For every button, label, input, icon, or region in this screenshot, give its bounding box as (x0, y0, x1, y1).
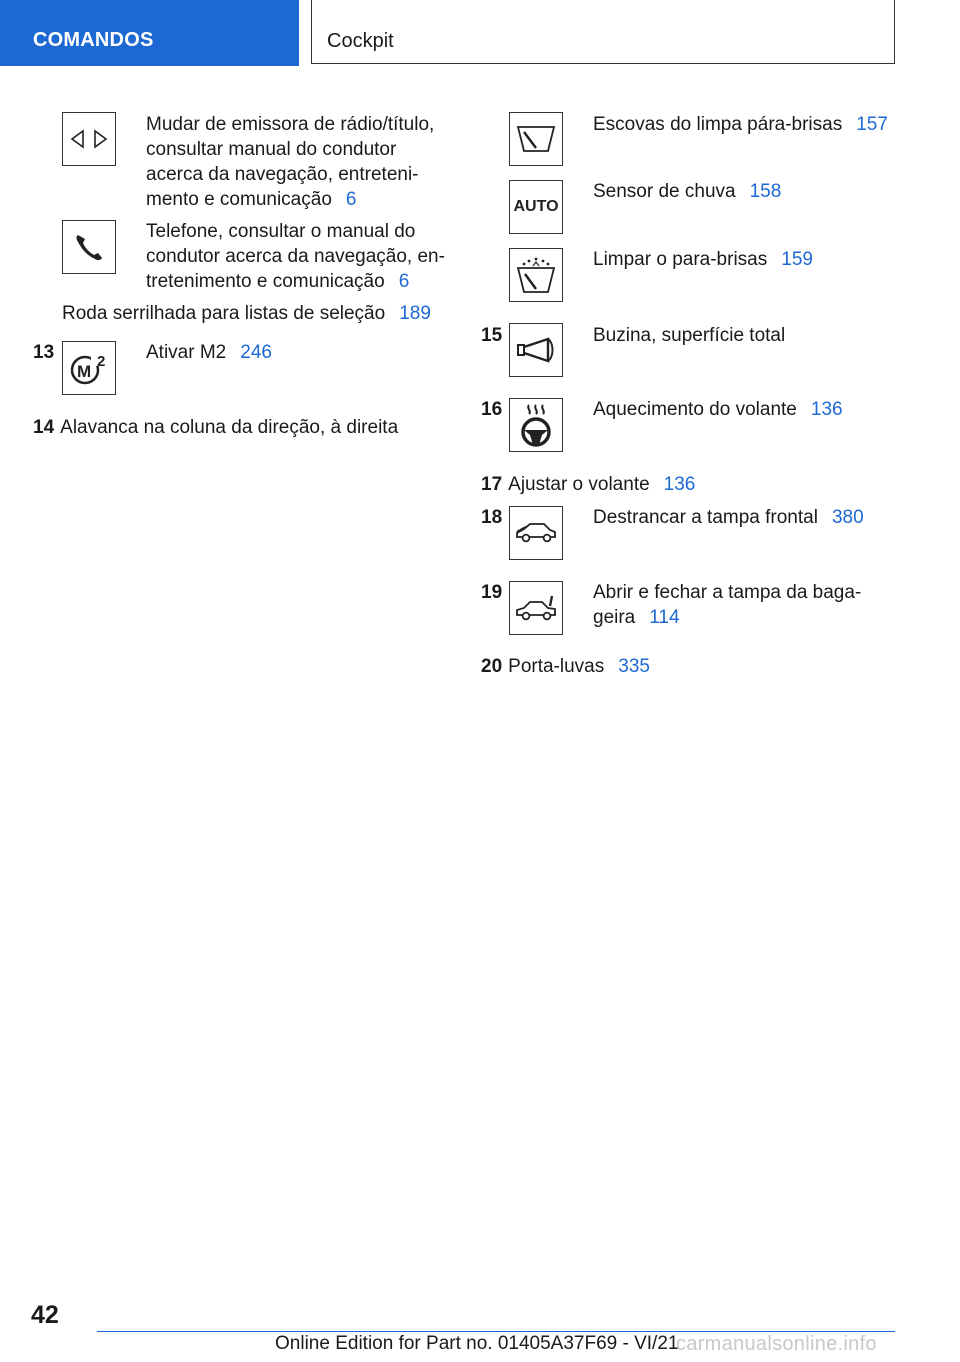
item-15-description: Buzina, superfície total (593, 325, 786, 346)
wiper-icon (509, 112, 563, 166)
watermark: carmanualsonline.info (676, 1333, 877, 1355)
page-ref-link[interactable]: 114 (649, 607, 680, 628)
page-number: 42 (31, 1301, 59, 1329)
item-14-description: 14 Alavanca na coluna da direção, à direita (33, 417, 399, 438)
heated-steering-wheel-icon (509, 398, 563, 452)
page-ref-link[interactable]: 159 (781, 249, 813, 270)
item-wiper-description: Escovas do limpa pára-brisas 157 (593, 114, 888, 135)
section-tab (0, 0, 299, 66)
item-18-description: Destrancar a tampa frontal 380 (593, 507, 864, 528)
item-clean-description: Limpar o para-brisas 159 (593, 249, 813, 270)
item-number: 20 (481, 656, 503, 677)
item-20-description: 20 Porta-luvas 335 (481, 656, 650, 677)
item-number: 19 (481, 582, 503, 603)
svg-text:2: 2 (97, 353, 106, 370)
section-title: COMANDOS (33, 29, 154, 51)
item-phone-description: Telefone, consultar o manual do condutor acerca da navegação, en- tretenimento e comunicação 6 (146, 221, 445, 292)
chapter-title: Cockpit (327, 30, 394, 52)
item-19-description: Abrir e fechar a tampa da baga- geira 114 (593, 582, 862, 628)
item-rain-description: Sensor de chuva 158 (593, 181, 782, 202)
page-ref-link[interactable]: 6 (398, 271, 410, 292)
front-hood-icon (509, 506, 563, 560)
trunk-lid-icon (509, 581, 563, 635)
page-ref-link[interactable]: 157 (856, 114, 888, 135)
page-ref-link[interactable]: 6 (345, 189, 357, 210)
phone-handset-icon (62, 220, 116, 274)
item-17-description: 17 Ajustar o volante 136 (481, 474, 696, 495)
item-number: 14 (33, 417, 55, 438)
item-13-description: Ativar M2 246 (146, 342, 272, 363)
m2-mode-icon (62, 341, 116, 395)
washer-icon (509, 248, 563, 302)
page-ref-link[interactable]: 136 (810, 399, 843, 420)
page-ref-link[interactable]: 380 (831, 507, 864, 528)
footer-divider (97, 1331, 895, 1332)
page-ref-link[interactable]: 246 (240, 342, 272, 363)
page-ref-link[interactable]: 335 (618, 656, 650, 677)
item-audio-description: Mudar de emissora de rádio/título, consultar manual do condutor acerca da navegação, entreteni- mento e comunicação 6 (146, 114, 435, 210)
prev-next-arrows-icon (62, 112, 116, 166)
item-16-description: Aquecimento do volante 136 (593, 399, 843, 420)
item-number: 18 (481, 507, 503, 528)
item-number: 16 (481, 399, 503, 420)
chapter-box (311, 0, 895, 64)
auto-icon: AUTO (509, 180, 563, 234)
horn-icon (509, 323, 563, 377)
item-number: 15 (481, 325, 503, 346)
svg-text:M: M (77, 362, 92, 381)
edition-text: Online Edition for Part no. 01405A37F69 - VI/21 (275, 1333, 679, 1354)
page-ref-link[interactable]: 136 (663, 474, 696, 495)
item-number: 13 (33, 342, 55, 363)
page-ref-link[interactable]: 158 (749, 181, 782, 202)
item-wheel-description: Roda serrilhada para listas de seleção 189 (62, 303, 431, 324)
item-number: 17 (481, 474, 503, 495)
page-ref-link[interactable]: 189 (399, 303, 431, 324)
